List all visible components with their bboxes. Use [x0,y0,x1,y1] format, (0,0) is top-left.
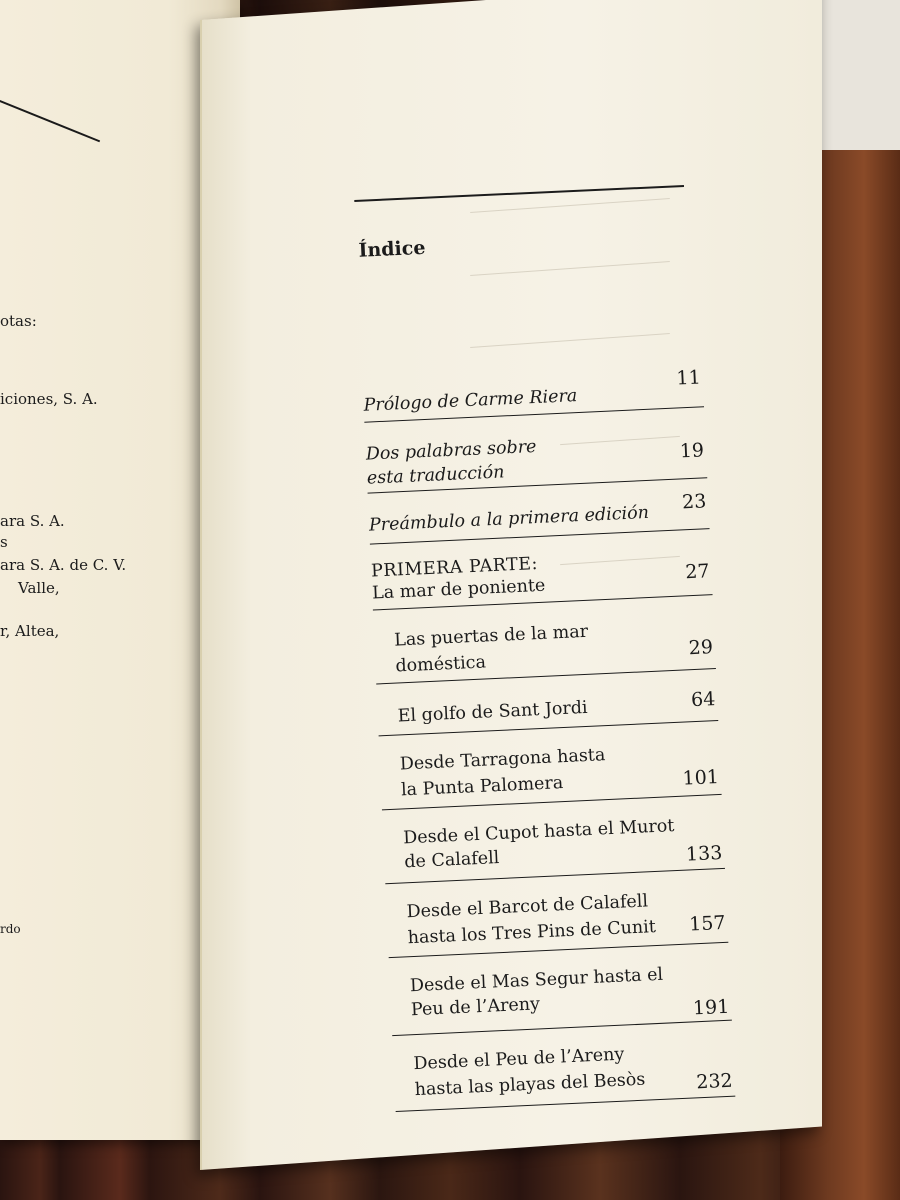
toc-entry-mas-segur [389,954,732,1036]
toc-entry-dos-palabras [365,419,707,493]
toc-entry-title-line2: Peu de l’Areny [410,994,541,1021]
table-of-contents [352,134,755,1109]
toc-entry-tarragona [379,732,722,810]
toc-entry-title-line1: Desde Tarragona hasta [399,745,606,775]
left-text-1: otas: [0,312,37,330]
toc-entry-title: La mar de poniente [371,575,546,604]
toc-entry-title-line2: de Calafell [403,848,500,873]
toc-entry-page: 191 [692,995,730,1020]
left-text-2: iciones, S. A. [0,390,98,408]
toc-entry-page: 19 [679,439,705,463]
toc-entry-prologo [363,366,705,422]
toc-entry-page: 23 [681,490,707,514]
index-heading: Índice [358,236,426,262]
background-box [810,0,900,160]
left-text-7: r, Altea, [0,622,60,640]
toc-entry-primera-parte [371,542,713,610]
toc-entry-page: 133 [685,841,723,866]
top-rule [354,185,684,202]
toc-entry-title: Prólogo de Carme Riera [363,386,578,416]
toc-entry-title-line2: hasta los Tres Pins de Cunit [407,917,657,949]
toc-entry-cupot [382,806,725,884]
toc-entry-title-line2: esta traducción [366,462,505,489]
toc-entry-page: 27 [684,560,710,584]
left-text-6: Valle, [18,579,60,597]
toc-entry-el-golfo [377,680,719,736]
toc-entry-title-line1: Las puertas de la mar [393,621,589,651]
toc-entry-title-line1: Desde el Cupot hasta el Murot [402,816,675,849]
toc-entry-barcot [386,880,729,958]
toc-entry-page: 11 [676,366,702,390]
toc-entry-page: 64 [690,688,716,712]
toc-entry-las-puertas [374,608,716,684]
toc-entry-page: 101 [682,766,720,790]
toc-entry-title-line1: Desde el Barcot de Calafell [406,891,649,923]
toc-part-label: PRIMERA PARTE: [370,554,539,582]
left-text-3: ara S. A. [0,512,65,530]
left-text-5: ara S. A. de C. V. [0,556,127,574]
toc-entry-page: 232 [695,1069,734,1094]
toc-entry-preambulo [368,490,709,544]
toc-entry-title-line2: doméstica [395,652,487,677]
toc-entry-title-line1: Desde el Peu de l’Areny [413,1044,625,1075]
toc-entry-title-line1: Desde el Mas Segur hasta el [409,964,664,997]
toc-entry-title-line2: la Punta Palomera [400,773,564,801]
toc-entry-title: Preámbulo a la primera edición [368,502,650,536]
toc-entry-title-line1: Dos palabras sobre [365,436,537,465]
toc-entry-title-line2: hasta las playas del Besòs [414,1069,646,1101]
toc-entry-page: 29 [688,636,714,660]
toc-entry-title: El golfo de Sant Jordi [397,697,588,727]
left-text-8: rdo [0,922,21,936]
toc-entry-page: 157 [688,911,726,936]
left-text-4: s [0,533,8,551]
left-page-rule [0,100,100,142]
